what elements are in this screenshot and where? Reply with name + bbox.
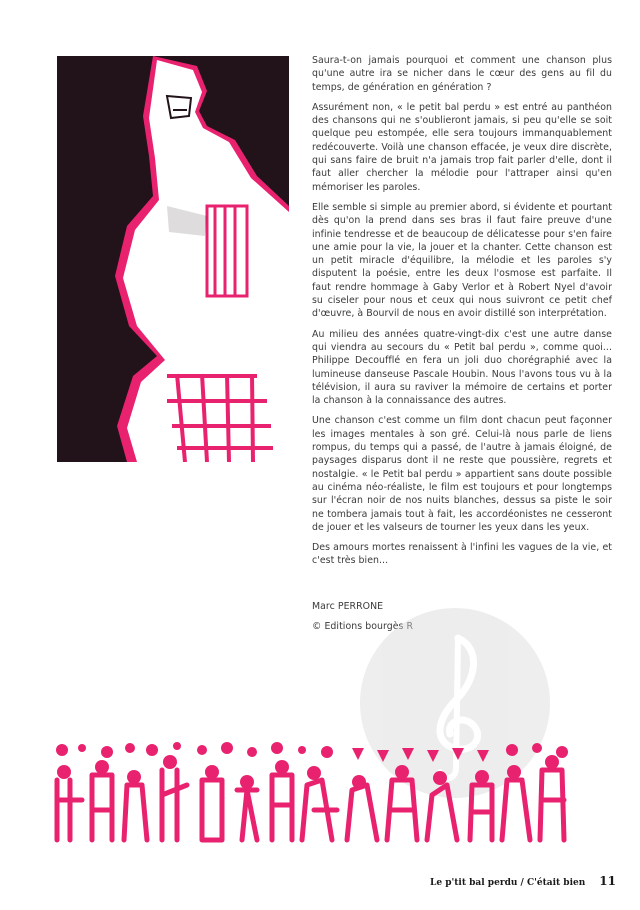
running-title: Le p'tit bal perdu / C'était bien <box>430 878 586 888</box>
dancing-crowd-frieze <box>52 740 582 850</box>
publisher-credit: © Editions bourgès R <box>312 620 414 632</box>
author-name: Marc PERRONE <box>312 600 384 612</box>
paragraph: Assurément non, « le petit bal perdu » est entré au panthéon des chansons qui ne s'oublieront jamais, si peu qu'elle se soit quelque peu estompée, elle sera toujours immanquablement redécouverte. Voilà une chanson effacée, je veux dire discrète, qui sans faire de bruit n'a jamais trop fait parler d'elle, dont il faut aller chercher la mélodie pour l'attraper ainsi qu'en mémoriser les paroles. <box>312 101 612 193</box>
accordion-player-illustration <box>57 56 289 462</box>
paragraph: Des amours mortes renaissent à l'infini les vagues de la vie, et c'est très bien... <box>312 542 612 567</box>
page-number: 11 <box>599 874 616 888</box>
page-footer <box>430 874 616 888</box>
paragraph: Elle semble si simple au premier abord, si évidente et pourtant dès qu'on la prend dans ses bras il faut faire preuve d'une infinie tendresse et de beaucoup de délicatesse pour s'en faire une amie pour la vie, la jouer et la chanter. Cette chanson est un petit miracle d'équilibre, la mélodie et les paroles s'y disputent la poésie, entre les deux l'osmose est parfaite. Il faut rendre hommage à Gaby Verlor et à Robert Nyel d'avoir su ciseler pour nous et ceux qui nous suivront ce petit chef d'œuvre, à Bourvil de nous en avoir distillé son interprétation. <box>312 201 612 320</box>
article-text <box>312 54 612 640</box>
paragraph: Une chanson c'est comme un film dont chacun peut façonner les images mentales à son gré. Celui-là nous parle de liens rompus, du temps qui a passé, de l'autre à jamais éloigné, de paysages disparus dont il ne reste que poussière, regrets et nostalgie. « le Petit bal perdu » appartient sans doute possible au cinéma néo-réaliste, le film est toujours et pour longtemps sur l'écran noir de nos nuits blanches, dessus sa piste le soir ne tombera jamais tout à fait, les accordéonistes ne cesseront de jouer et les valseurs de tourner les yeux dans les yeux. <box>312 415 612 533</box>
paragraph: Au milieu des années quatre-vingt-dix c'est une autre danse qui viendra au secours du « Petit bal perdu », comme quoi... Philippe Decoufflé en fera un joli duo chorégraphié avec la lumineuse danseuse Pascale Houbin. Nous l'avons tous vu à la télévision, il aura su raviver la mémoire de certains et porter la chanson à la connaissance des autres. <box>312 328 612 407</box>
paragraph: Saura-t-on jamais pourquoi et comment une chanson plus qu'une autre ira se nicher dans le cœur des gens au fil du temps, de génération en génération ? <box>312 55 612 93</box>
